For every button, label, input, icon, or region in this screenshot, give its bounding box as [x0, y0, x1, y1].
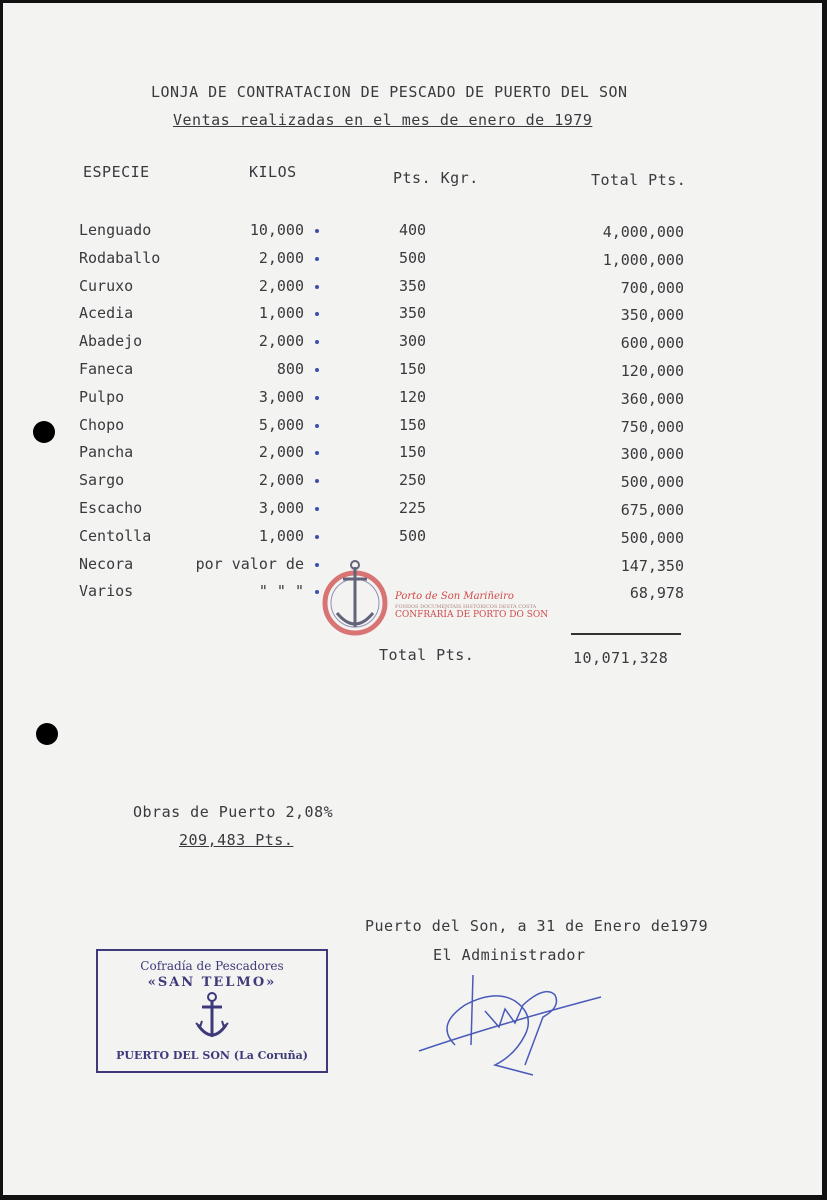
watermark-text: [395, 591, 548, 620]
table-row: [3, 555, 822, 579]
header-total: Total Pts.: [591, 171, 687, 189]
cell-total: 675,000: [620, 501, 684, 519]
document-subtitle: Ventas realizadas en el mes de enero de 1979: [173, 111, 593, 129]
cell-kilos: 2,000: [258, 443, 304, 462]
cell-kilos: 1,000: [258, 526, 304, 545]
cell-kilos: 2,000: [258, 332, 304, 351]
cell-kilos: 2,000: [258, 276, 304, 295]
cell-especie: Curuxo: [79, 276, 134, 295]
cell-price: 500: [399, 248, 427, 267]
cell-price: 150: [399, 415, 427, 434]
table-row: [3, 388, 822, 412]
cell-especie: Escacho: [79, 499, 143, 517]
signature-graphic: [415, 965, 605, 1085]
cofradia-stamp: [96, 949, 328, 1073]
header-price: Pts. Kgr.: [393, 169, 479, 187]
cell-kilos: 800: [276, 360, 304, 378]
cell-total: 600,000: [620, 334, 684, 353]
table-row: [3, 499, 822, 523]
ink-tick-mark: [315, 257, 319, 261]
table-row: [3, 249, 822, 273]
watermark-anchor-icon: [315, 557, 395, 647]
cell-price: 350: [399, 304, 427, 323]
table-row: [3, 277, 822, 301]
cell-total: 350,000: [620, 306, 684, 325]
ink-tick-mark: [315, 424, 319, 428]
ink-tick-mark: [315, 312, 319, 316]
table-row: [3, 360, 822, 384]
table-row: [3, 443, 822, 467]
table-row: [3, 527, 822, 551]
cell-total: 360,000: [620, 389, 684, 408]
cell-total: 500,000: [620, 528, 684, 547]
signatory-title: El Administrador: [433, 946, 586, 964]
ink-tick-mark: [315, 229, 319, 233]
document-page: [3, 3, 822, 1195]
table-row: [3, 304, 822, 328]
cell-especie: Lenguado: [79, 221, 152, 239]
cell-kilos: por valor de: [195, 554, 304, 573]
total-label: Total Pts.: [379, 646, 475, 664]
header-kilos: KILOS: [249, 163, 297, 181]
cell-especie: Faneca: [79, 360, 134, 378]
ink-tick-mark: [315, 396, 319, 400]
cell-price: 150: [399, 443, 427, 462]
ink-tick-mark: [315, 535, 319, 539]
cell-total: 147,350: [620, 556, 684, 575]
document-title: LONJA DE CONTRATACION DE PESCADO DE PUERTO DEL SON: [151, 83, 628, 101]
cell-kilos: 5,000: [258, 415, 304, 434]
watermark-org: CONFRARÍA DE PORTO DO SON: [395, 610, 549, 620]
cell-especie: Necora: [79, 554, 134, 573]
cell-especie: Pancha: [79, 443, 134, 462]
cell-price: 150: [399, 360, 427, 378]
cell-kilos: 3,000: [258, 387, 304, 406]
ink-tick-mark: [315, 368, 319, 372]
cell-especie: Sargo: [79, 471, 125, 490]
cell-total: 4,000,000: [602, 223, 684, 241]
cell-especie: Abadejo: [79, 332, 143, 351]
cell-especie: Chopo: [79, 415, 125, 434]
stamp-line1: Cofradía de Pescadores: [140, 959, 284, 973]
ink-tick-mark: [315, 479, 319, 483]
stamp-line2: «SAN TELMO»: [147, 975, 277, 990]
cell-price: 350: [399, 276, 427, 295]
cell-kilos: 10,000: [249, 221, 304, 239]
cell-especie: Rodaballo: [79, 248, 161, 267]
obras-value: 209,483 Pts.: [179, 831, 294, 849]
table-row: [3, 221, 822, 245]
watermark-tagline: FONDOS DOCUMENTAIS HISTÓRICOS DESTA COSTA: [395, 604, 537, 610]
cell-price: 300: [399, 332, 427, 351]
cell-especie: Pulpo: [79, 387, 125, 406]
cell-price: 500: [399, 526, 427, 545]
table-row: [3, 471, 822, 495]
cell-especie: Varios: [79, 582, 134, 601]
cell-total: 750,000: [620, 417, 684, 436]
table-row: [3, 332, 822, 356]
cell-total: 300,000: [620, 445, 684, 464]
ink-tick-mark: [315, 451, 319, 455]
watermark-name: Porto de Son Mariñeiro: [395, 591, 514, 602]
cell-price: 400: [399, 221, 427, 239]
cell-total: 1,000,000: [602, 250, 684, 269]
cell-especie: Acedia: [79, 304, 134, 323]
obras-label: Obras de Puerto 2,08%: [133, 803, 334, 821]
punch-hole-bottom: [36, 723, 58, 745]
ink-tick-mark: [315, 285, 319, 289]
cell-kilos: 2,000: [258, 248, 304, 267]
cell-kilos: 1,000: [258, 304, 304, 323]
total-rule: [571, 633, 681, 635]
cell-total: 700,000: [620, 278, 684, 297]
ink-tick-mark: [315, 507, 319, 511]
anchor-icon: [194, 991, 230, 1041]
punch-hole-top: [33, 421, 55, 443]
cell-kilos: 2,000: [258, 471, 304, 490]
cell-kilos: " " ": [258, 582, 304, 601]
cell-total: 500,000: [620, 473, 684, 492]
cell-especie: Centolla: [79, 526, 152, 545]
cell-total: 120,000: [620, 362, 684, 380]
table-row: [3, 416, 822, 440]
cell-price: 120: [399, 387, 427, 406]
ink-tick-mark: [315, 340, 319, 344]
cell-kilos: 3,000: [258, 499, 304, 517]
total-value: 10,071,328: [573, 649, 669, 667]
cell-price: 250: [399, 471, 427, 490]
cell-price: 225: [399, 499, 427, 517]
cell-total: 68,978: [629, 584, 684, 603]
place-date: Puerto del Son, a 31 de Enero de1979: [365, 917, 709, 935]
stamp-line3: PUERTO DEL SON (La Coruña): [116, 1049, 308, 1062]
header-especie: ESPECIE: [83, 163, 150, 181]
